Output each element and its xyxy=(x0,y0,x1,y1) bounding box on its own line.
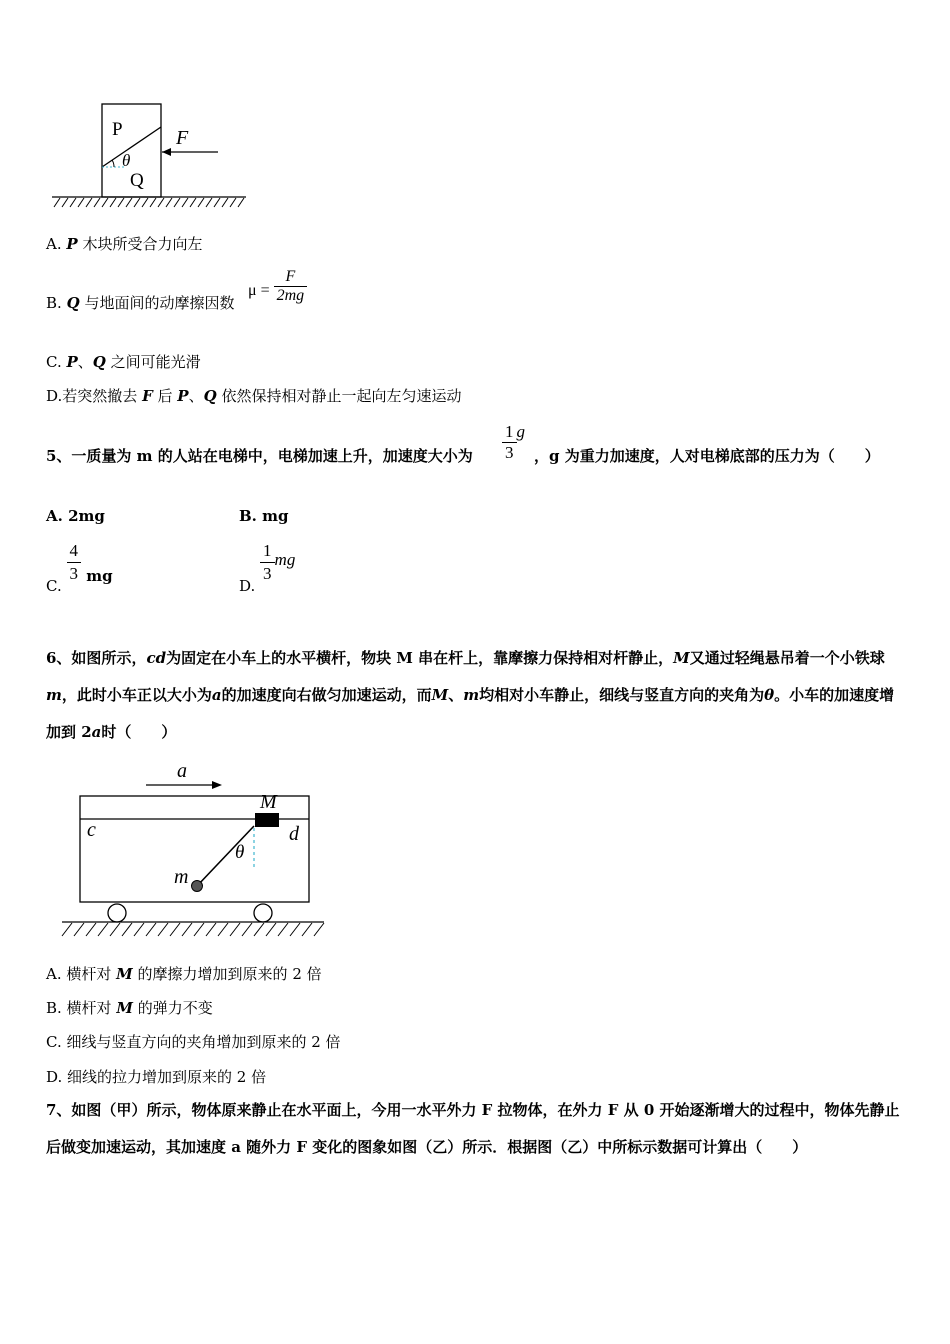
q5-option-b: B. mg xyxy=(239,507,289,525)
q6-option-a: A. 横杆对 M 的摩擦力增加到原来的 2 倍 xyxy=(46,965,322,983)
label-theta: θ xyxy=(122,151,131,170)
q4-option-b: B. Q 与地面间的动摩擦因数 xyxy=(46,294,235,312)
figure-pq-blocks xyxy=(46,96,251,211)
label-M: M xyxy=(260,791,277,813)
label-c: c xyxy=(87,819,96,841)
q6-option-c: C. 细线与竖直方向的夹角增加到原来的 2 倍 xyxy=(46,1033,341,1051)
q5-option-c: C. $\frac{4}{3}$ mg xyxy=(46,541,113,595)
figure-cart xyxy=(56,758,331,940)
q5-option-a: A. 2mg xyxy=(46,507,105,525)
q4-option-b-formula: μ = $\frac{F}{2mg}$ xyxy=(248,268,307,305)
q6-stem: 6、如图所示，cd为固定在小车上的水平横杆，物块 M 串在杆上，靠摩擦力保持相对杆静止，M又通过轻绳悬吊着一个小铁球m，此时小车正以大小为a的加速度向右做匀加速运动，而M、m均相对小车静止，细线与竖直方向的夹角为θ。小车的加速度增加到 2a时（ ） xyxy=(46,649,895,741)
label-d: d xyxy=(289,823,299,845)
q4-option-c: C. P、Q 之间可能光滑 xyxy=(46,353,201,371)
label-m: m xyxy=(174,866,189,888)
q4-option-a: A. P 木块所受合力向左 xyxy=(46,235,203,253)
q5-stem-tail: ，g 为重力加速度，人对电梯底部的压力为（ ） xyxy=(534,447,880,465)
label-q: Q xyxy=(130,170,144,191)
q5-option-d: D. $\frac{1}{3}$ mg xyxy=(239,541,296,595)
label-p: P xyxy=(112,119,123,140)
q5-stem: 5、一质量为 m 的人站在电梯中，电梯加速上升，加速度大小为 xyxy=(46,447,473,465)
q7-stem: 7、如图（甲）所示，物体原来静止在水平面上，今用一水平外力 F 拉物体，在外力 F 从 0 开始逐渐增大的过程中，物体先静止后做变加速运动，其加速度 a 随外力 F 变化的图象如图（乙）所示．根据图（乙）中所标示数据可计算出（ ） xyxy=(46,1101,900,1156)
q4-option-d: D.若突然撤去 F 后 P、Q 依然保持相对静止一起向左匀速运动 xyxy=(46,387,462,405)
q6-option-d: D. 细线的拉力增加到原来的 2 倍 xyxy=(46,1068,267,1086)
label-theta2: θ xyxy=(235,842,245,863)
q5-fraction: $\frac{1}{3}$ g xyxy=(502,422,525,463)
label-a: a xyxy=(177,760,187,782)
q6-option-b: B. 横杆对 M 的弹力不变 xyxy=(46,999,213,1017)
label-f: F xyxy=(176,127,189,149)
